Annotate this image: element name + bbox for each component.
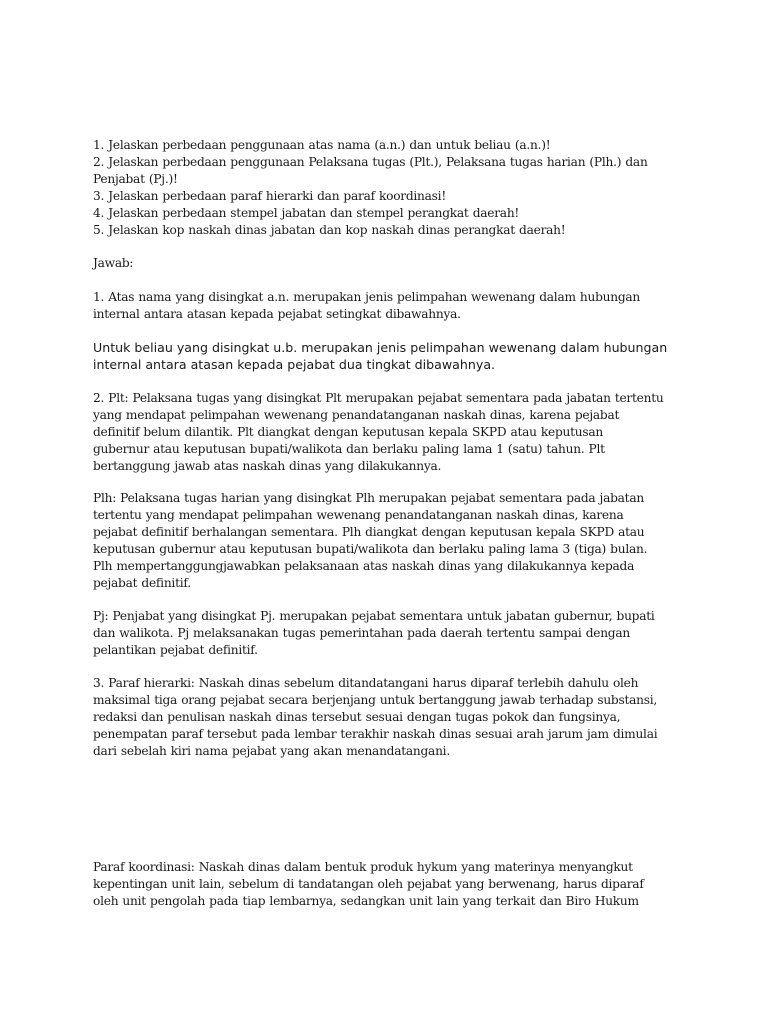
paragraph-line: kepentingan unit lain, sebelum di tandatangan oleh pejabat yang berwenang, harus diparaf xyxy=(93,877,644,891)
question-line: 1. Jelaskan perbedaan penggunaan atas nama (a.n.) dan untuk beliau (a.n.)! xyxy=(93,138,551,152)
paragraph-line: maksimal tiga orang pejabat secara berjenjang untuk bertanggung jawab terhadap substansi, xyxy=(93,693,658,707)
paragraph-line: 1. Atas nama yang disingkat a.n. merupakan jenis pelimpahan wewenang dalam hubungan xyxy=(93,290,641,304)
answer-heading-text: Jawab: xyxy=(93,256,134,270)
question-line: 3. Jelaskan perbedaan paraf hierarki dan paraf koordinasi! xyxy=(93,189,446,203)
answer-heading xyxy=(93,255,693,272)
paragraph-line: definitif belum dilantik. Plt diangkat dengan keputusan kepala SKPD atau keputusan xyxy=(93,425,604,439)
paragraph-line: Plh mempertanggungjawabkan pelaksanaan atas naskah dinas yang dilakukannya kepada xyxy=(93,559,635,573)
paragraph-line: redaksi dan penulisan naskah dinas tersebut sesuai dengan tugas pokok dan fungsinya, xyxy=(93,710,621,724)
paragraph-line: dan walikota. Pj melaksanakan tugas pemerintahan pada daerah tertentu sampai dengan xyxy=(93,626,630,640)
plt-paragraph xyxy=(93,390,693,475)
paragraph-line: Untuk beliau yang disingkat u.b. merupakan jenis pelimpahan wewenang dalam hubungan xyxy=(93,340,668,355)
questions-block xyxy=(93,137,693,239)
paragraph-line: internal antara atasan kepada pejabat dua tingkat dibawahnya. xyxy=(93,357,496,372)
paragraph-line: pelantikan pejabat definitif. xyxy=(93,643,258,657)
paragraph-line: gubernur atau keputusan bupati/walikota dan berlaku paling lama 1 (satu) tahun. Plt xyxy=(93,442,605,456)
paragraph-line: dari sebelah kiri nama pejabat yang akan menandatangani. xyxy=(93,744,450,758)
question-line: Penjabat (Pj.)! xyxy=(93,172,178,186)
question-line: 5. Jelaskan kop naskah dinas jabatan dan kop naskah dinas perangkat daerah! xyxy=(93,223,566,237)
paragraph-line: Plh: Pelaksana tugas harian yang disingkat Plh merupakan pejabat sementara pada jabatan xyxy=(93,491,644,505)
hierarki-paragraph xyxy=(93,675,693,760)
question-line: 2. Jelaskan perbedaan penggunaan Pelaksana tugas (Plt.), Pelaksana tugas harian (Plh.) dan xyxy=(93,155,648,169)
paragraph-line: oleh unit pengolah pada tiap lembarnya, sedangkan unit lain yang terkait dan Biro Hukum xyxy=(93,894,639,908)
paragraph-line: pejabat definitif. xyxy=(93,576,191,590)
paragraph-line: yang mendapat pelimpahan wewenang penandatanganan naskah dinas, karena pejabat xyxy=(93,408,620,422)
paragraph-line: 3. Paraf hierarki: Naskah dinas sebelum ditandatangani harus diparaf terlebih dahulu oleh xyxy=(93,676,639,690)
question-line: 4. Jelaskan perbedaan stempel jabatan dan stempel perangkat daerah! xyxy=(93,206,520,220)
ub-paragraph xyxy=(93,339,693,373)
paragraph-line: 2. Plt: Pelaksana tugas yang disingkat Plt merupakan pejabat sementara pada jabatan tertentu xyxy=(93,391,664,405)
paragraph-line: keputusan gubernur atau keputusan bupati/walikota dan berlaku paling lama 3 (tiga) bulan. xyxy=(93,542,648,556)
paragraph-line: pejabat definitif berhalangan sementara. Plh diangkat dengan keputusan kepala SKPD atau xyxy=(93,525,645,539)
paragraph-line: internal antara atasan kepada pejabat setingkat dibawahnya. xyxy=(93,307,461,321)
plh-paragraph xyxy=(93,490,693,592)
paragraph-line: tertentu yang mendapat pelimpahan wewenang penandatanganan naskah dinas, karena xyxy=(93,508,624,522)
an-paragraph xyxy=(93,289,693,323)
paragraph-line: penempatan paraf tersebut pada lembar terakhir naskah dinas sesuai arah jarum jam dimulai xyxy=(93,727,658,741)
paragraph-line: Paraf koordinasi: Naskah dinas dalam bentuk produk hykum yang materinya menyangkut xyxy=(93,860,633,874)
koordinasi-paragraph xyxy=(93,859,693,910)
paragraph-line: bertanggung jawab atas naskah dinas yang dilakukannya. xyxy=(93,459,442,473)
pj-paragraph xyxy=(93,608,693,659)
paragraph-line: Pj: Penjabat yang disingkat Pj. merupakan pejabat sementara untuk jabatan gubernur, bupati xyxy=(93,609,655,623)
